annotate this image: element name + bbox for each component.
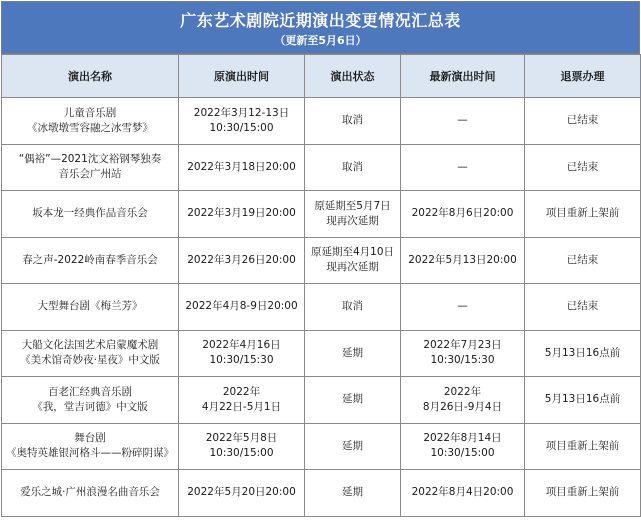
table-row — [2, 423, 641, 470]
cell-original-time-line: 10:30/15:00 — [209, 447, 274, 460]
cell-status-line: 延期 — [342, 486, 363, 499]
cell-performance-name — [2, 377, 179, 424]
cell-latest-time — [401, 144, 525, 191]
cell-status-line: 取消 — [342, 300, 363, 313]
cell-status-line: 现再次延期 — [326, 261, 379, 274]
performance-change-sheet — [1, 1, 640, 521]
table-row — [2, 470, 641, 517]
column-header-original-time: 原演出时间 — [179, 55, 305, 98]
cell-performance-name — [2, 284, 179, 331]
cell-status-line: 延期 — [342, 346, 363, 359]
cell-latest-time-line: — — [457, 160, 468, 173]
cell-performance-name-line: 坂本龙一经典作品音乐会 — [32, 207, 148, 220]
cell-latest-time — [401, 237, 525, 284]
cell-original-time — [179, 470, 305, 517]
cell-latest-time — [401, 330, 525, 377]
cell-refund-line: 项目重新上架前 — [545, 486, 620, 499]
cell-latest-time-line: 10:30/15:30 — [430, 354, 495, 367]
cell-original-time — [179, 144, 305, 191]
cell-performance-name-line: 春之声-2022岭南春季音乐会 — [22, 253, 158, 266]
cell-original-time-line: 2022年4月8-9日20:00 — [185, 300, 298, 313]
cell-performance-name-line: 音乐会广州站 — [58, 168, 122, 181]
cell-refund-line: 已结束 — [566, 253, 599, 266]
cell-refund — [525, 423, 641, 470]
cell-latest-time-line: 2022年8月14日 — [423, 432, 502, 445]
table-row — [2, 330, 641, 377]
cell-status — [305, 377, 401, 424]
cell-status — [305, 191, 401, 238]
cell-original-time-line: 2022年4月16日 — [202, 339, 281, 352]
cell-performance-name — [2, 470, 179, 517]
cell-refund-line: 已结束 — [566, 114, 599, 127]
cell-original-time — [179, 330, 305, 377]
cell-refund-line: 已结束 — [566, 300, 599, 313]
cell-performance-name-line: 百老汇经典音乐剧 — [48, 385, 132, 398]
cell-latest-time-line: 2022年8月4日20:00 — [411, 486, 514, 499]
cell-latest-time — [401, 377, 525, 424]
cell-latest-time-line: 8月26日-9月4日 — [422, 400, 503, 413]
cell-status-line: 取消 — [342, 160, 363, 173]
cell-status — [305, 98, 401, 145]
update-note: （更新至5月6日） — [274, 34, 367, 47]
cell-refund-line: 5月13日16点前 — [544, 346, 621, 359]
column-header-latest-time: 最新演出时间 — [401, 55, 525, 98]
table-row — [2, 377, 641, 424]
cell-status-line: 取消 — [342, 114, 363, 127]
cell-original-time-line: 2022年3月26日20:00 — [187, 253, 296, 266]
header-row — [2, 55, 641, 98]
cell-refund-line: 项目重新上架前 — [545, 439, 620, 452]
cell-latest-time-line: 2022年7月23日 — [423, 339, 502, 352]
cell-latest-time-line: — — [457, 114, 468, 127]
cell-performance-name-line: 儿童音乐剧 — [63, 106, 117, 119]
cell-performance-name — [2, 144, 179, 191]
cell-performance-name — [2, 191, 179, 238]
cell-latest-time-line: — — [457, 300, 468, 313]
cell-refund-line: 5月13日16点前 — [544, 393, 621, 406]
cell-performance-name-line: 舞台剧 — [74, 432, 106, 445]
cell-status — [305, 423, 401, 470]
cell-performance-name-line: 《我，堂吉诃德》中文版 — [32, 400, 148, 413]
cell-original-time-line: 2022年 — [222, 385, 261, 398]
cell-refund-line: 项目重新上架前 — [545, 207, 620, 220]
cell-original-time-line: 2022年3月12-13日 — [193, 106, 290, 119]
cell-performance-name — [2, 98, 179, 145]
column-header-refund: 退票办理 — [525, 55, 641, 98]
cell-latest-time-line: 2022年8月6日20:00 — [411, 207, 514, 220]
cell-original-time — [179, 377, 305, 424]
cell-performance-name-line: 爱乐之城·广州浪漫名曲音乐会 — [20, 486, 160, 499]
cell-status — [305, 237, 401, 284]
cell-original-time — [179, 191, 305, 238]
cell-original-time-line: 10:30/15:30 — [209, 354, 274, 367]
cell-status-line: 原延期至5月7日 — [314, 199, 391, 212]
cell-refund — [525, 237, 641, 284]
cell-latest-time — [401, 284, 525, 331]
cell-status — [305, 470, 401, 517]
cell-original-time — [179, 423, 305, 470]
cell-original-time-line: 2022年5月20日20:00 — [187, 486, 296, 499]
cell-latest-time-line: 2022年 — [443, 385, 482, 398]
cell-performance-name — [2, 423, 179, 470]
cell-original-time-line: 10:30/15:00 — [209, 121, 274, 134]
cell-status — [305, 330, 401, 377]
sheet-title: 广东艺术剧院近期演出变更情况汇总表 — [180, 11, 461, 30]
cell-refund — [525, 144, 641, 191]
title-block — [1, 1, 640, 54]
cell-original-time — [179, 98, 305, 145]
cell-performance-name-line: 《奥特英雄银河格斗——粉碎阴谋》 — [6, 447, 174, 460]
cell-original-time-line: 2022年3月18日20:00 — [187, 160, 296, 173]
cell-performance-name — [2, 330, 179, 377]
cell-original-time-line: 2022年3月19日20:00 — [187, 207, 296, 220]
table-row — [2, 144, 641, 191]
cell-latest-time-line: 2022年5月13日20:00 — [408, 253, 517, 266]
cell-latest-time — [401, 423, 525, 470]
column-header-name: 演出名称 — [2, 55, 179, 98]
cell-refund — [525, 330, 641, 377]
cell-performance-name-line: 《美术馆奇妙夜·星夜》中文版 — [20, 354, 160, 367]
table-row — [2, 237, 641, 284]
cell-status — [305, 144, 401, 191]
table-row — [2, 191, 641, 238]
cell-original-time-line: 4月22日-5月1日 — [201, 400, 282, 413]
column-header-status: 演出状态 — [305, 55, 401, 98]
cell-status-line: 现再次延期 — [326, 214, 379, 227]
cell-performance-name-line: “偶裕”—2021沈文裕钢琴独奏 — [18, 153, 162, 166]
cell-original-time-line: 2022年5月8日 — [205, 432, 278, 445]
cell-refund — [525, 284, 641, 331]
table-body — [2, 98, 641, 517]
cell-refund — [525, 191, 641, 238]
cell-refund — [525, 98, 641, 145]
cell-performance-name-line: 大船文化法国艺术启蒙魔术剧 — [21, 339, 159, 352]
cell-original-time — [179, 284, 305, 331]
cell-performance-name-line: 《冰墩墩雪容融之冰雪梦》 — [27, 121, 153, 134]
cell-refund — [525, 377, 641, 424]
cell-refund-line: 已结束 — [566, 160, 599, 173]
cell-latest-time-line: 10:30/15:00 — [430, 447, 495, 460]
schedule-table — [1, 54, 641, 517]
cell-status-line: 原延期至4月10日 — [310, 246, 395, 259]
table-row — [2, 284, 641, 331]
cell-refund — [525, 470, 641, 517]
cell-latest-time — [401, 191, 525, 238]
cell-performance-name-line: 大型舞台剧《梅兰芳》 — [37, 300, 143, 313]
cell-status — [305, 284, 401, 331]
cell-latest-time — [401, 98, 525, 145]
table-row — [2, 98, 641, 145]
cell-status-line: 延期 — [342, 439, 363, 452]
cell-original-time — [179, 237, 305, 284]
cell-performance-name — [2, 237, 179, 284]
cell-latest-time — [401, 470, 525, 517]
cell-status-line: 延期 — [342, 393, 363, 406]
